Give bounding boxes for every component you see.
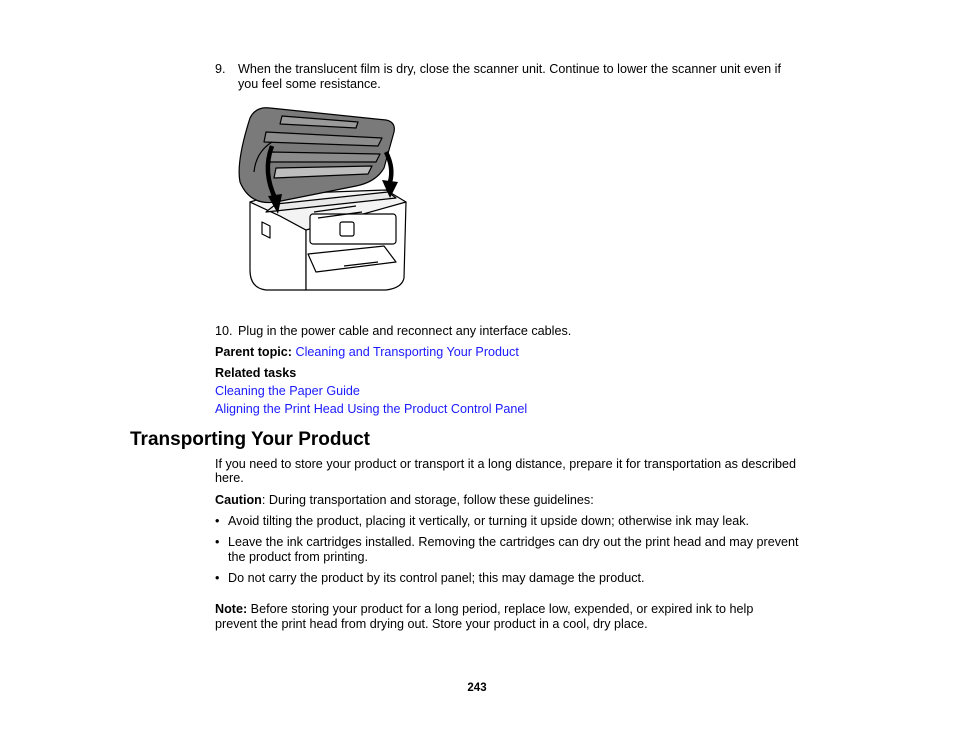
parent-topic bbox=[215, 345, 519, 360]
note-label: Note: bbox=[215, 602, 248, 616]
section-title: Transporting Your Product bbox=[130, 429, 370, 450]
note-line1 bbox=[215, 602, 753, 617]
step-9-text-line1: When the translucent film is dry, close the scanner unit. Continue to lower the scanner unit even if bbox=[238, 62, 781, 76]
caution-text: : During transportation and storage, follow these guidelines: bbox=[261, 493, 594, 507]
note-text-line2: prevent the print head from drying out. Store your product in a cool, dry place. bbox=[215, 617, 648, 631]
related-tasks-heading: Related tasks bbox=[215, 366, 297, 380]
bullet-2-line1: Leave the ink cartridges installed. Removing the cartridges can dry out the print head and may prevent bbox=[228, 535, 799, 549]
bullet-marker: • bbox=[215, 571, 220, 585]
printer-scanner-closing-illustration bbox=[236, 102, 414, 294]
note-text-line1: Before storing your product for a long period, replace low, expended, or expired ink to help bbox=[247, 602, 754, 616]
related-task-link-paper-guide[interactable]: Cleaning the Paper Guide bbox=[215, 384, 360, 398]
related-task-link-align-print-head[interactable]: Aligning the Print Head Using the Product Control Panel bbox=[215, 402, 528, 416]
parent-topic-link[interactable]: Cleaning and Transporting Your Product bbox=[295, 345, 519, 359]
step-10-number: 10. bbox=[215, 324, 233, 338]
caution-label: Caution bbox=[215, 493, 262, 507]
bullet-2-line2: the product from printing. bbox=[228, 550, 369, 564]
step-10-text: Plug in the power cable and reconnect any interface cables. bbox=[238, 324, 572, 338]
bullet-3-line1: Do not carry the product by its control panel; this may damage the product. bbox=[228, 571, 645, 585]
step-9-number: 9. bbox=[215, 62, 226, 76]
intro-line1: If you need to store your product or transport it a long distance, prepare it for transportation as described bbox=[215, 457, 797, 471]
bullet-marker: • bbox=[215, 535, 220, 549]
page-number: 243 bbox=[467, 682, 487, 694]
parent-topic-label: Parent topic: bbox=[215, 345, 292, 359]
bullet-1-line1: Avoid tilting the product, placing it vertically, or turning it upside down; otherwise ink may leak. bbox=[228, 514, 750, 528]
step-9-text-line2: you feel some resistance. bbox=[238, 77, 381, 91]
intro-line2: here. bbox=[215, 471, 244, 485]
bullet-marker: • bbox=[215, 514, 220, 528]
caution-paragraph bbox=[215, 493, 594, 508]
